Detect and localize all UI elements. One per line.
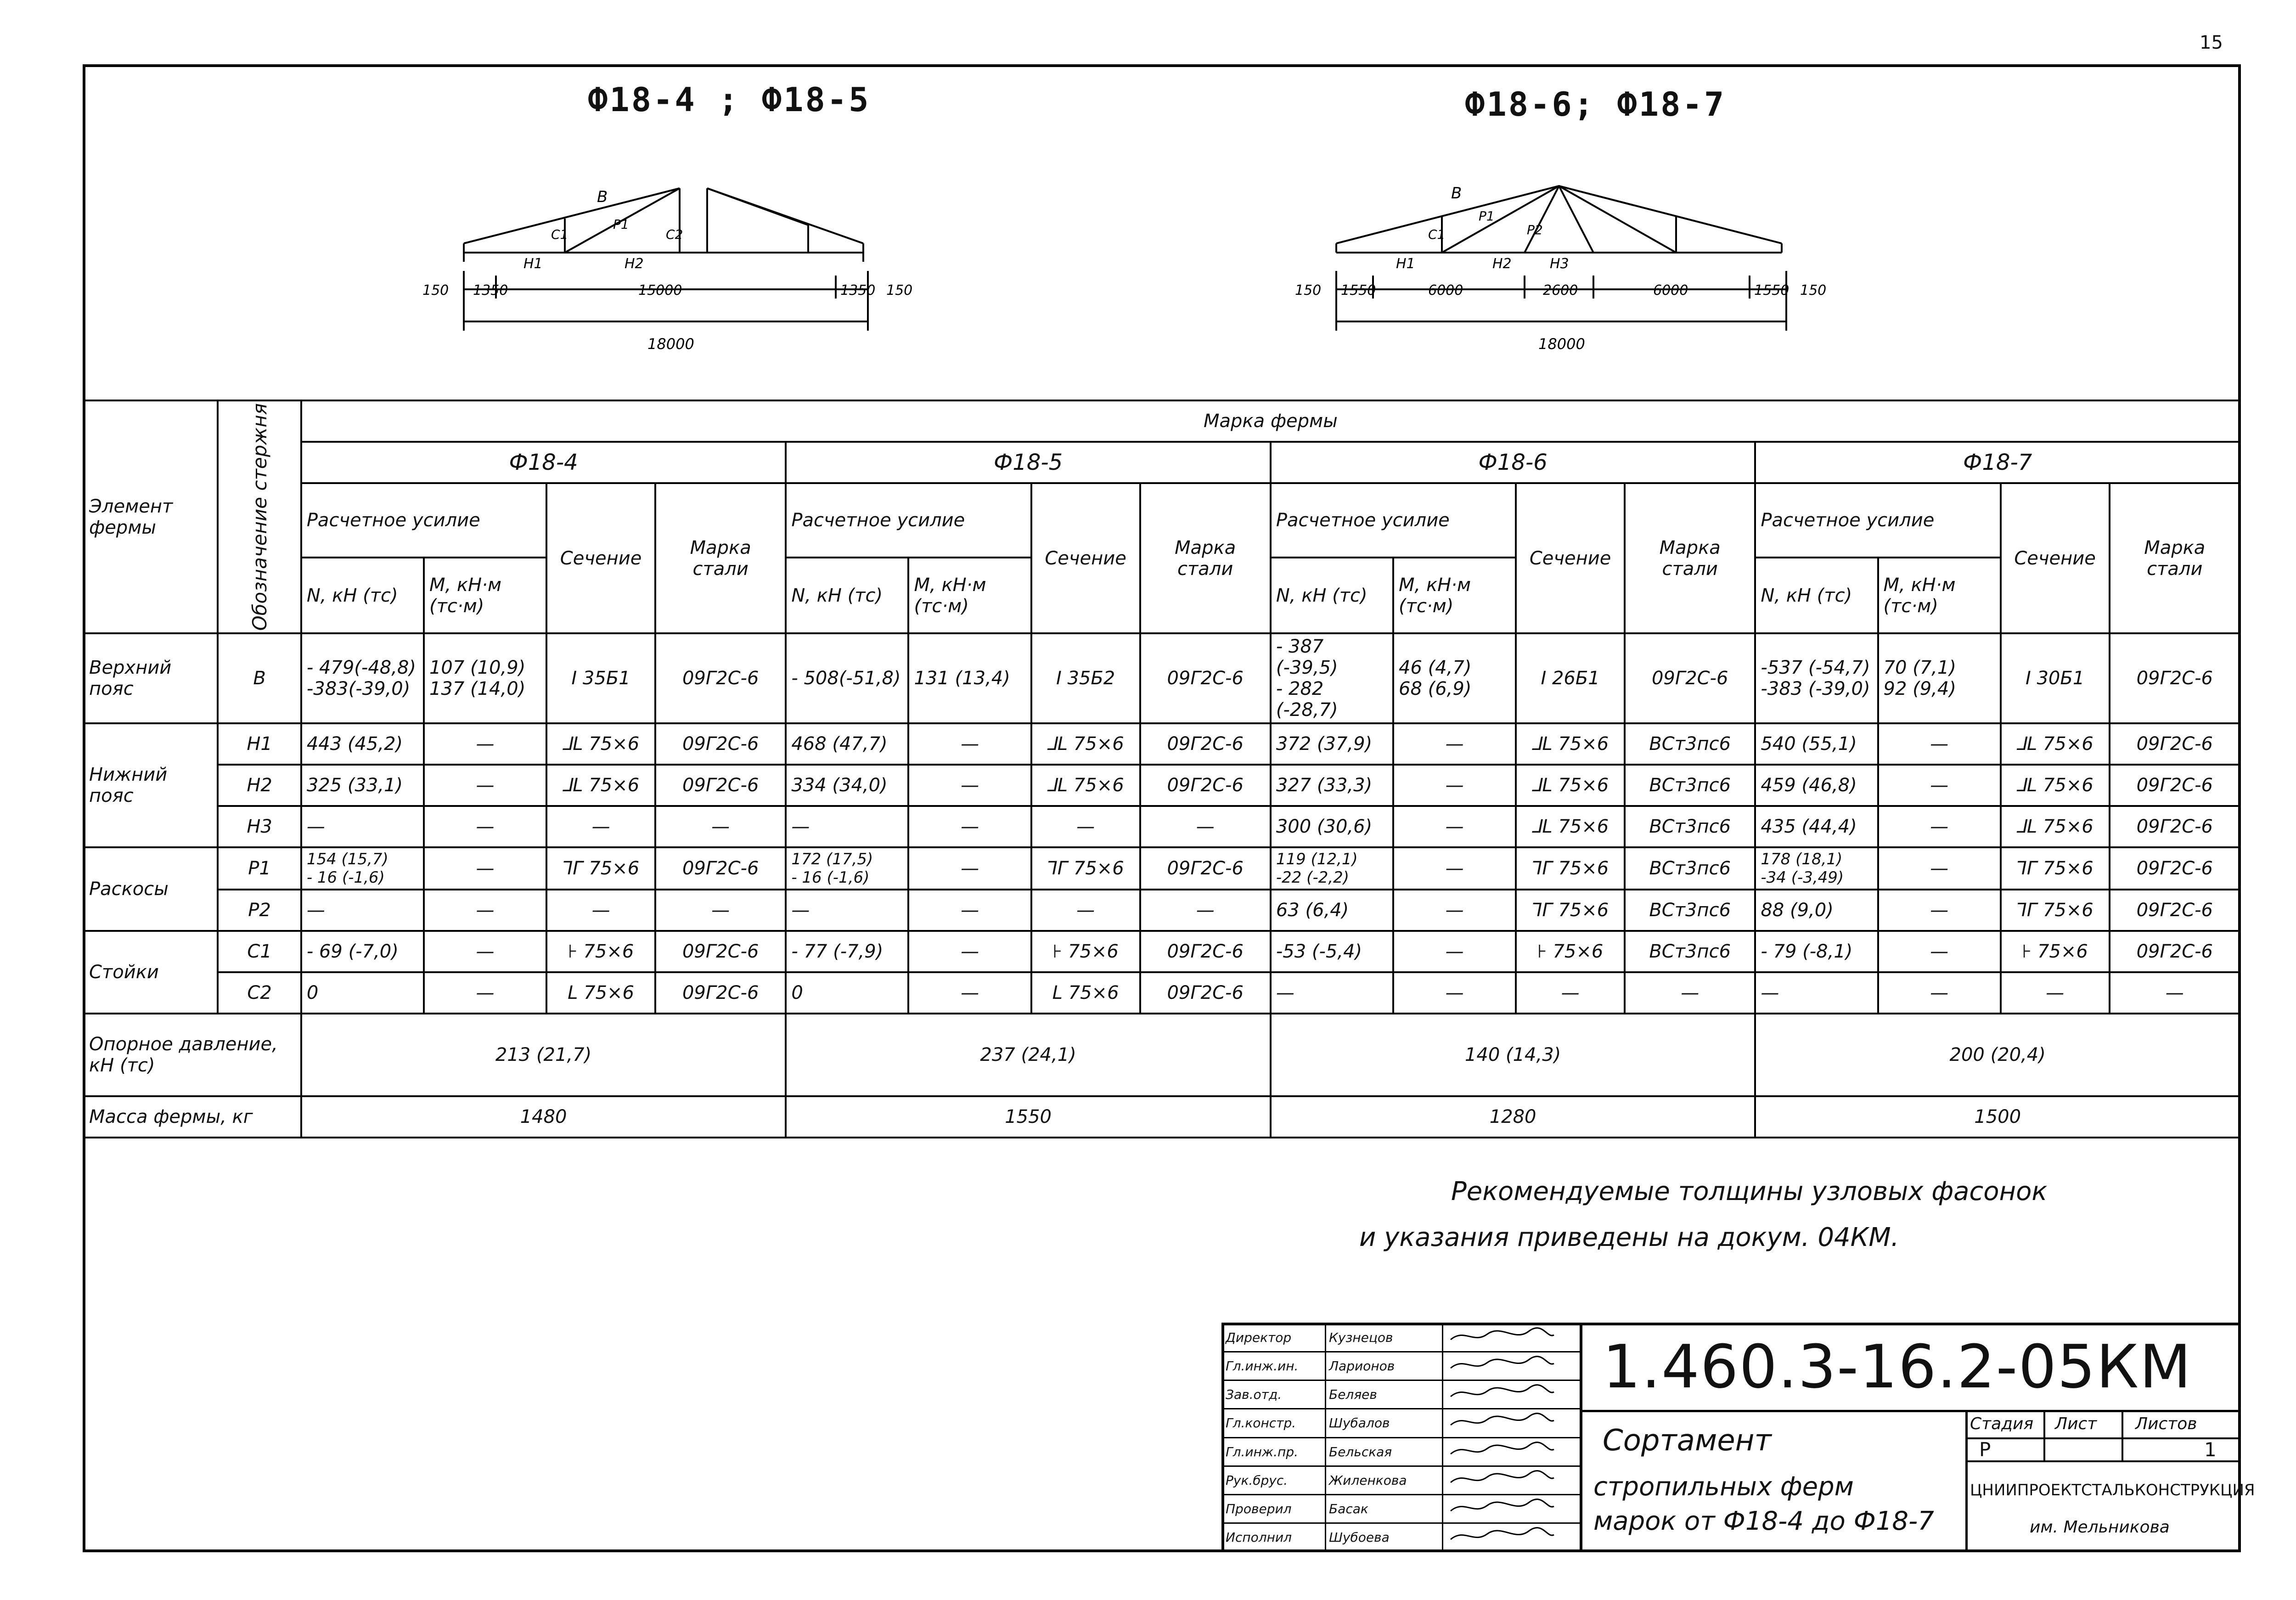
signature-name: Ларионов bbox=[1326, 1352, 1443, 1380]
table-cell: — bbox=[1516, 972, 1625, 1014]
signature-name: Кузнецов bbox=[1326, 1324, 1443, 1352]
member-label-top: В bbox=[597, 188, 608, 206]
table-cell: 09Г2С-6 bbox=[655, 847, 786, 890]
steel-header: Марка стали bbox=[655, 483, 786, 633]
member-code: Н1 bbox=[218, 723, 301, 765]
table-cell: ⅃L 75×6 bbox=[1516, 723, 1625, 765]
cell-line: 137 (14,0) bbox=[429, 678, 526, 700]
cell-line: 70 (7,1) bbox=[1883, 657, 1956, 679]
table-row bbox=[84, 972, 2240, 1014]
table-cell: ⅂Г 75×6 bbox=[2001, 847, 2110, 890]
table-row bbox=[84, 633, 2240, 723]
row-group-label: Нижний пояс bbox=[84, 723, 218, 847]
dim-total-right: 18000 bbox=[1538, 335, 1585, 353]
steel-header: Марка стали bbox=[2110, 483, 2240, 633]
table-cell bbox=[424, 633, 546, 723]
signature-role: Гл.констр. bbox=[1222, 1409, 1326, 1437]
table-cell: — bbox=[301, 890, 424, 931]
cell-line: -537 (-54,7) bbox=[1761, 657, 1870, 679]
table-cell: ⅃L 75×6 bbox=[546, 765, 655, 806]
section-header: Сечение bbox=[1516, 483, 1625, 633]
stage-label: Стадия bbox=[1970, 1414, 2034, 1433]
member-label-p1: Р1 bbox=[613, 217, 629, 232]
signature-role: Директор bbox=[1222, 1324, 1326, 1352]
table-row bbox=[84, 931, 2240, 972]
table-cell: 09Г2С-6 bbox=[655, 931, 786, 972]
dim-150-left-r: 150 bbox=[1295, 282, 1322, 299]
table-cell: ⅃L 75×6 bbox=[2001, 806, 2110, 847]
table-cell: 09Г2С-6 bbox=[1140, 723, 1271, 765]
section-header: Сечение bbox=[546, 483, 655, 633]
member-label-h1-r: Н1 bbox=[1396, 256, 1415, 272]
table-cell: — bbox=[1393, 765, 1516, 806]
mass-row bbox=[84, 1096, 2240, 1138]
member-label-p2-r: Р2 bbox=[1527, 222, 1543, 237]
table-cell bbox=[1271, 633, 1393, 723]
table-cell: I 35Б2 bbox=[1031, 633, 1140, 723]
n-header: N, кН (тс) bbox=[1271, 558, 1393, 633]
signature-row bbox=[1222, 1324, 1581, 1352]
table-cell: ⅃L 75×6 bbox=[1031, 723, 1140, 765]
signature-row bbox=[1222, 1523, 1581, 1551]
dim-1350-left: 1350 bbox=[473, 282, 508, 299]
table-cell: ⅂Г 75×6 bbox=[2001, 890, 2110, 931]
table-cell: — bbox=[1878, 723, 2001, 765]
table-cell: — bbox=[424, 972, 546, 1014]
member-label-h2: Н2 bbox=[625, 256, 644, 272]
member-label-h1: Н1 bbox=[523, 256, 543, 272]
table-cell: ⅃L 75×6 bbox=[1031, 765, 1140, 806]
table-cell: 459 (46,8) bbox=[1755, 765, 1878, 806]
cell-line: - 508(-51,8) bbox=[791, 668, 901, 689]
cell-line: - 387 (-39,5) bbox=[1276, 636, 1338, 679]
cell-line: - 282 (-28,7) bbox=[1276, 678, 1338, 721]
table-cell: I 26Б1 bbox=[1516, 633, 1625, 723]
table-cell: ⊦ 75×6 bbox=[546, 931, 655, 972]
organization: ЦНИИПРОЕКТСТАЛЬКОНСТРУКЦИЯ bbox=[1970, 1481, 2255, 1499]
signature-name: Шубалов bbox=[1326, 1409, 1443, 1437]
dim-150-right-r: 150 bbox=[1800, 282, 1827, 299]
member-label-h2-r: Н2 bbox=[1492, 256, 1512, 272]
table-cell: — bbox=[1393, 890, 1516, 931]
member-code: Р1 bbox=[218, 847, 301, 890]
header-marka: Марка фермы bbox=[301, 400, 2240, 442]
signature-role: Гл.инж.ин. bbox=[1222, 1352, 1326, 1380]
group-header: Ф18-5 bbox=[786, 442, 1271, 483]
signature-icon bbox=[1443, 1380, 1581, 1409]
table-cell: 09Г2С-6 bbox=[1140, 633, 1271, 723]
table-cell bbox=[1755, 633, 1878, 723]
stage-value: Р bbox=[1979, 1438, 1991, 1461]
table-cell: 09Г2С-6 bbox=[655, 765, 786, 806]
table-cell bbox=[1393, 633, 1516, 723]
table-cell: ⅂Г 75×6 bbox=[1516, 890, 1625, 931]
row-group-label: Верхний пояс bbox=[84, 633, 218, 723]
member-label-c2: С2 bbox=[666, 227, 683, 242]
force-header: Расчетное усилие bbox=[1755, 483, 2000, 558]
table-cell: ⊦ 75×6 bbox=[1516, 931, 1625, 972]
table-cell: — bbox=[1393, 972, 1516, 1014]
table-cell: — bbox=[301, 806, 424, 847]
doc-title-2: стропильных ферм bbox=[1593, 1472, 1854, 1502]
heading-right: Ф18-6; Ф18-7 bbox=[1465, 85, 1726, 124]
signature-role: Рук.брус. bbox=[1222, 1466, 1326, 1494]
table-cell: — bbox=[1271, 972, 1393, 1014]
table-row bbox=[84, 765, 2240, 806]
signature-name: Бельская bbox=[1326, 1437, 1443, 1466]
cell-line: 107 (10,9) bbox=[429, 657, 526, 679]
n-header: N, кН (тс) bbox=[786, 558, 908, 633]
table-cell: — bbox=[546, 890, 655, 931]
table-cell: — bbox=[655, 890, 786, 931]
mass-label: Масса фермы, кг bbox=[84, 1096, 301, 1138]
dim-2600-r: 2600 bbox=[1543, 282, 1578, 299]
table-cell: — bbox=[1878, 847, 2001, 890]
table-cell: — bbox=[1393, 806, 1516, 847]
force-header: Расчетное усилие bbox=[786, 483, 1031, 558]
support-value: 140 (14,3) bbox=[1271, 1014, 1756, 1096]
table-cell: — bbox=[908, 806, 1031, 847]
cell-line: 172 (17,5) bbox=[791, 850, 873, 869]
table-cell: — bbox=[424, 723, 546, 765]
table-cell: — bbox=[908, 847, 1031, 890]
table-cell: ⅃L 75×6 bbox=[1516, 806, 1625, 847]
row-group-label: Раскосы bbox=[84, 847, 218, 931]
member-label-h3-r: Н3 bbox=[1550, 256, 1569, 272]
table-cell: ⅂Г 75×6 bbox=[1516, 847, 1625, 890]
cell-line: -22 (-2,2) bbox=[1276, 868, 1350, 887]
table-cell: ВСт3пс6 bbox=[1625, 723, 1755, 765]
cell-line: - 16 (-1,6) bbox=[306, 868, 385, 887]
table-cell: — bbox=[2001, 972, 2110, 1014]
sheets-value: 1 bbox=[2204, 1438, 2217, 1461]
member-code: Р2 bbox=[218, 890, 301, 931]
table-cell: 435 (44,4) bbox=[1755, 806, 1878, 847]
table-cell: — bbox=[1031, 890, 1140, 931]
heading-left: Ф18-4 ; Ф18-5 bbox=[588, 80, 871, 119]
signature-row bbox=[1222, 1466, 1581, 1494]
dim-1550-left-r: 1550 bbox=[1341, 282, 1376, 299]
dim-6000-left-r: 6000 bbox=[1428, 282, 1463, 299]
table-cell: — bbox=[1393, 931, 1516, 972]
signature-icon bbox=[1443, 1352, 1581, 1380]
cell-line: 131 (13,4) bbox=[914, 668, 1010, 689]
table-cell: 540 (55,1) bbox=[1755, 723, 1878, 765]
cell-line: - 16 (-1,6) bbox=[791, 868, 870, 887]
note-line-2: и указания приведены на докум. 04КМ. bbox=[1359, 1223, 1899, 1252]
signature-row bbox=[1222, 1437, 1581, 1466]
signature-role: Зав.отд. bbox=[1222, 1380, 1326, 1409]
table-cell bbox=[786, 847, 908, 890]
table-cell: 09Г2С-6 bbox=[655, 633, 786, 723]
table-cell: — bbox=[908, 972, 1031, 1014]
table-cell: — bbox=[1878, 806, 2001, 847]
table-cell bbox=[1271, 847, 1393, 890]
table-cell: — bbox=[908, 931, 1031, 972]
header-designation: Обозначение стержня bbox=[218, 400, 301, 633]
row-group-label: Стойки bbox=[84, 931, 218, 1014]
doc-title-1: Сортамент bbox=[1603, 1424, 1772, 1458]
table-cell: — bbox=[424, 890, 546, 931]
table-cell: ⅂Г 75×6 bbox=[546, 847, 655, 890]
signature-icon bbox=[1443, 1324, 1581, 1352]
table-cell: 09Г2С-6 bbox=[2110, 931, 2240, 972]
n-header: N, кН (тс) bbox=[301, 558, 424, 633]
dim-1350-right: 1350 bbox=[840, 282, 876, 299]
table-cell: ⊦ 75×6 bbox=[2001, 931, 2110, 972]
table-cell: ⅃L 75×6 bbox=[1516, 765, 1625, 806]
table-cell: I 30Б1 bbox=[2001, 633, 2110, 723]
table-cell: — bbox=[546, 806, 655, 847]
table-cell: ⅃L 75×6 bbox=[546, 723, 655, 765]
title-block bbox=[1221, 1323, 2255, 1552]
table-cell bbox=[1755, 847, 1878, 890]
sheet-label: Лист bbox=[2055, 1414, 2097, 1433]
cell-line: 119 (12,1) bbox=[1276, 850, 1358, 869]
table-cell: 443 (45,2) bbox=[301, 723, 424, 765]
signature-name: Басак bbox=[1326, 1494, 1443, 1523]
signature-icon bbox=[1443, 1437, 1581, 1466]
table-cell: — bbox=[424, 806, 546, 847]
signature-icon bbox=[1443, 1466, 1581, 1494]
mass-value: 1280 bbox=[1271, 1096, 1756, 1138]
table-cell: — bbox=[1393, 723, 1516, 765]
support-label: Опорное давление, кН (тс) bbox=[84, 1014, 301, 1096]
cell-line: 46 (4,7) bbox=[1399, 657, 1472, 679]
table-cell: — bbox=[1755, 972, 1878, 1014]
table-cell: 09Г2С-6 bbox=[1140, 931, 1271, 972]
table-cell: — bbox=[1878, 972, 2001, 1014]
table-cell: 0 bbox=[301, 972, 424, 1014]
table-cell: ⅃L 75×6 bbox=[2001, 765, 2110, 806]
table-cell: — bbox=[908, 765, 1031, 806]
table-cell: 0 bbox=[786, 972, 908, 1014]
signature-icon bbox=[1443, 1409, 1581, 1437]
table-cell: 09Г2С-6 bbox=[655, 723, 786, 765]
truss-diagram-left bbox=[404, 175, 1001, 367]
table-cell: — bbox=[424, 847, 546, 890]
cell-line: -34 (-3,49) bbox=[1761, 868, 1844, 887]
table-cell: 300 (30,6) bbox=[1271, 806, 1393, 847]
cell-line: -383 (-39,0) bbox=[1761, 678, 1870, 700]
signature-row bbox=[1222, 1380, 1581, 1409]
header-element: Элемент фермы bbox=[84, 400, 218, 633]
table-cell: - 79 (-8,1) bbox=[1755, 931, 1878, 972]
member-code: С1 bbox=[218, 931, 301, 972]
table-row bbox=[84, 806, 2240, 847]
table-cell: 09Г2С-6 bbox=[2110, 890, 2240, 931]
steel-header: Марка стали bbox=[1625, 483, 1755, 633]
table-cell: ВСт3пс6 bbox=[1625, 806, 1755, 847]
table-cell: 88 (9,0) bbox=[1755, 890, 1878, 931]
table-cell: - 77 (-7,9) bbox=[786, 931, 908, 972]
support-row bbox=[84, 1014, 2240, 1096]
cell-line: - 479(-48,8) bbox=[306, 657, 416, 679]
note bbox=[1359, 1169, 2047, 1261]
section-header: Сечение bbox=[2001, 483, 2110, 633]
table-cell: 372 (37,9) bbox=[1271, 723, 1393, 765]
signature-icon bbox=[1443, 1494, 1581, 1523]
table-cell: ВСт3пс6 bbox=[1625, 765, 1755, 806]
table-cell: ВСт3пс6 bbox=[1625, 931, 1755, 972]
signature-role: Исполнил bbox=[1222, 1523, 1326, 1551]
table-cell: 09Г2С-6 bbox=[1625, 633, 1755, 723]
table-cell bbox=[908, 633, 1031, 723]
table-cell: — bbox=[1878, 890, 2001, 931]
group-header: Ф18-6 bbox=[1271, 442, 1756, 483]
table-row bbox=[84, 847, 2240, 890]
table-cell: — bbox=[1878, 765, 2001, 806]
dim-150-left: 150 bbox=[422, 282, 449, 299]
dim-15000: 15000 bbox=[638, 282, 682, 299]
table-row bbox=[84, 723, 2240, 765]
dim-6000-right-r: 6000 bbox=[1653, 282, 1688, 299]
steel-header: Марка стали bbox=[1140, 483, 1271, 633]
table-cell: ВСт3пс6 bbox=[1625, 890, 1755, 931]
m-header: М, кН·м (тс·м) bbox=[908, 558, 1031, 633]
signature-role: Проверил bbox=[1222, 1494, 1326, 1523]
member-label-top-r: В bbox=[1451, 184, 1462, 203]
table-cell: I 35Б1 bbox=[546, 633, 655, 723]
mass-value: 1480 bbox=[301, 1096, 786, 1138]
table-cell: — bbox=[424, 765, 546, 806]
cell-line: -383(-39,0) bbox=[306, 678, 411, 700]
table-cell: 09Г2С-6 bbox=[2110, 723, 2240, 765]
member-label-p1-r: Р1 bbox=[1479, 208, 1495, 224]
table-cell: 334 (34,0) bbox=[786, 765, 908, 806]
table-cell: 325 (33,1) bbox=[301, 765, 424, 806]
table-cell: 63 (6,4) bbox=[1271, 890, 1393, 931]
truss-assortment-table bbox=[83, 400, 2241, 1138]
table-cell: ВСт3пс6 bbox=[1625, 847, 1755, 890]
dim-total-left: 18000 bbox=[647, 335, 694, 353]
group-header: Ф18-7 bbox=[1755, 442, 2240, 483]
signature-icon bbox=[1443, 1523, 1581, 1551]
table-cell: — bbox=[1140, 890, 1271, 931]
table-cell: 09Г2С-6 bbox=[2110, 847, 2240, 890]
group-header: Ф18-4 bbox=[301, 442, 786, 483]
support-value: 200 (20,4) bbox=[1755, 1014, 2240, 1096]
table-cell: L 75×6 bbox=[1031, 972, 1140, 1014]
table-cell: 468 (47,7) bbox=[786, 723, 908, 765]
table-cell: — bbox=[1140, 806, 1271, 847]
table-cell: — bbox=[2110, 972, 2240, 1014]
signature-name: Беляев bbox=[1326, 1380, 1443, 1409]
member-label-c1-r: С1 bbox=[1428, 227, 1446, 242]
cell-line: 178 (18,1) bbox=[1761, 850, 1843, 869]
dim-1550-right-r: 1550 bbox=[1754, 282, 1790, 299]
table-cell: 09Г2С-6 bbox=[1140, 972, 1271, 1014]
cell-line: 92 (9,4) bbox=[1883, 678, 1956, 700]
table-cell: — bbox=[908, 723, 1031, 765]
table-cell: 09Г2С-6 bbox=[1140, 765, 1271, 806]
support-value: 237 (24,1) bbox=[786, 1014, 1271, 1096]
table-cell: 09Г2С-6 bbox=[2110, 633, 2240, 723]
dim-150-right: 150 bbox=[886, 282, 913, 299]
force-header: Расчетное усилие bbox=[1271, 483, 1516, 558]
force-header: Расчетное усилие bbox=[301, 483, 546, 558]
signature-row bbox=[1222, 1494, 1581, 1523]
member-code: С2 bbox=[218, 972, 301, 1014]
table-cell bbox=[301, 847, 424, 890]
table-cell: 09Г2С-6 bbox=[2110, 765, 2240, 806]
table-cell: L 75×6 bbox=[546, 972, 655, 1014]
table-row bbox=[84, 890, 2240, 931]
table-cell: — bbox=[424, 931, 546, 972]
table-cell: 09Г2С-6 bbox=[1140, 847, 1271, 890]
table-cell: — bbox=[1878, 931, 2001, 972]
organization-sub: им. Мельникова bbox=[2030, 1518, 2170, 1537]
table-cell: ⅂Г 75×6 bbox=[1031, 847, 1140, 890]
table-cell: — bbox=[1393, 847, 1516, 890]
table-cell: ⊦ 75×6 bbox=[1031, 931, 1140, 972]
sheets-label: Листов bbox=[2135, 1414, 2197, 1433]
table-cell: 327 (33,3) bbox=[1271, 765, 1393, 806]
table-cell: — bbox=[786, 806, 908, 847]
signature-name: Шубоева bbox=[1326, 1523, 1443, 1551]
cell-line: 68 (6,9) bbox=[1399, 678, 1472, 700]
table-cell: - 69 (-7,0) bbox=[301, 931, 424, 972]
mass-value: 1550 bbox=[786, 1096, 1271, 1138]
n-header: N, кН (тс) bbox=[1755, 558, 1878, 633]
mass-value: 1500 bbox=[1755, 1096, 2240, 1138]
m-header: М, кН·м (тс·м) bbox=[1878, 558, 2001, 633]
signature-role: Гл.инж.пр. bbox=[1222, 1437, 1326, 1466]
table-cell: -53 (-5,4) bbox=[1271, 931, 1393, 972]
signature-row bbox=[1222, 1409, 1581, 1437]
member-label-c1: С1 bbox=[551, 227, 568, 242]
signature-name: Жиленкова bbox=[1326, 1466, 1443, 1494]
table-cell: — bbox=[1625, 972, 1755, 1014]
table-cell bbox=[1878, 633, 2001, 723]
doc-title-3: марок от Ф18-4 до Ф18-7 bbox=[1593, 1506, 1934, 1536]
table-cell: ⅃L 75×6 bbox=[2001, 723, 2110, 765]
truss-diagram-right bbox=[1277, 175, 1874, 367]
table-cell: — bbox=[908, 890, 1031, 931]
m-header: М, кН·м (тс·м) bbox=[1393, 558, 1516, 633]
support-value: 213 (21,7) bbox=[301, 1014, 786, 1096]
table-cell bbox=[301, 633, 424, 723]
table-cell: 09Г2С-6 bbox=[2110, 806, 2240, 847]
signature-table bbox=[1221, 1323, 1581, 1552]
member-code: Н3 bbox=[218, 806, 301, 847]
section-header: Сечение bbox=[1031, 483, 1140, 633]
signature-row bbox=[1222, 1352, 1581, 1380]
table-cell: — bbox=[655, 806, 786, 847]
cell-line: 154 (15,7) bbox=[306, 850, 388, 869]
table-cell: — bbox=[786, 890, 908, 931]
table-cell: — bbox=[1031, 806, 1140, 847]
member-code: Н2 bbox=[218, 765, 301, 806]
table-cell: 09Г2С-6 bbox=[655, 972, 786, 1014]
table-cell bbox=[786, 633, 908, 723]
member-code: В bbox=[218, 633, 301, 723]
note-line-1: Рекомендуемые толщины узловых фасонок bbox=[1451, 1177, 2048, 1206]
document-number: 1.460.3-16.2-05КМ bbox=[1603, 1332, 2192, 1402]
page-number: 15 bbox=[2200, 32, 2223, 53]
m-header: М, кН·м (тс·м) bbox=[424, 558, 546, 633]
